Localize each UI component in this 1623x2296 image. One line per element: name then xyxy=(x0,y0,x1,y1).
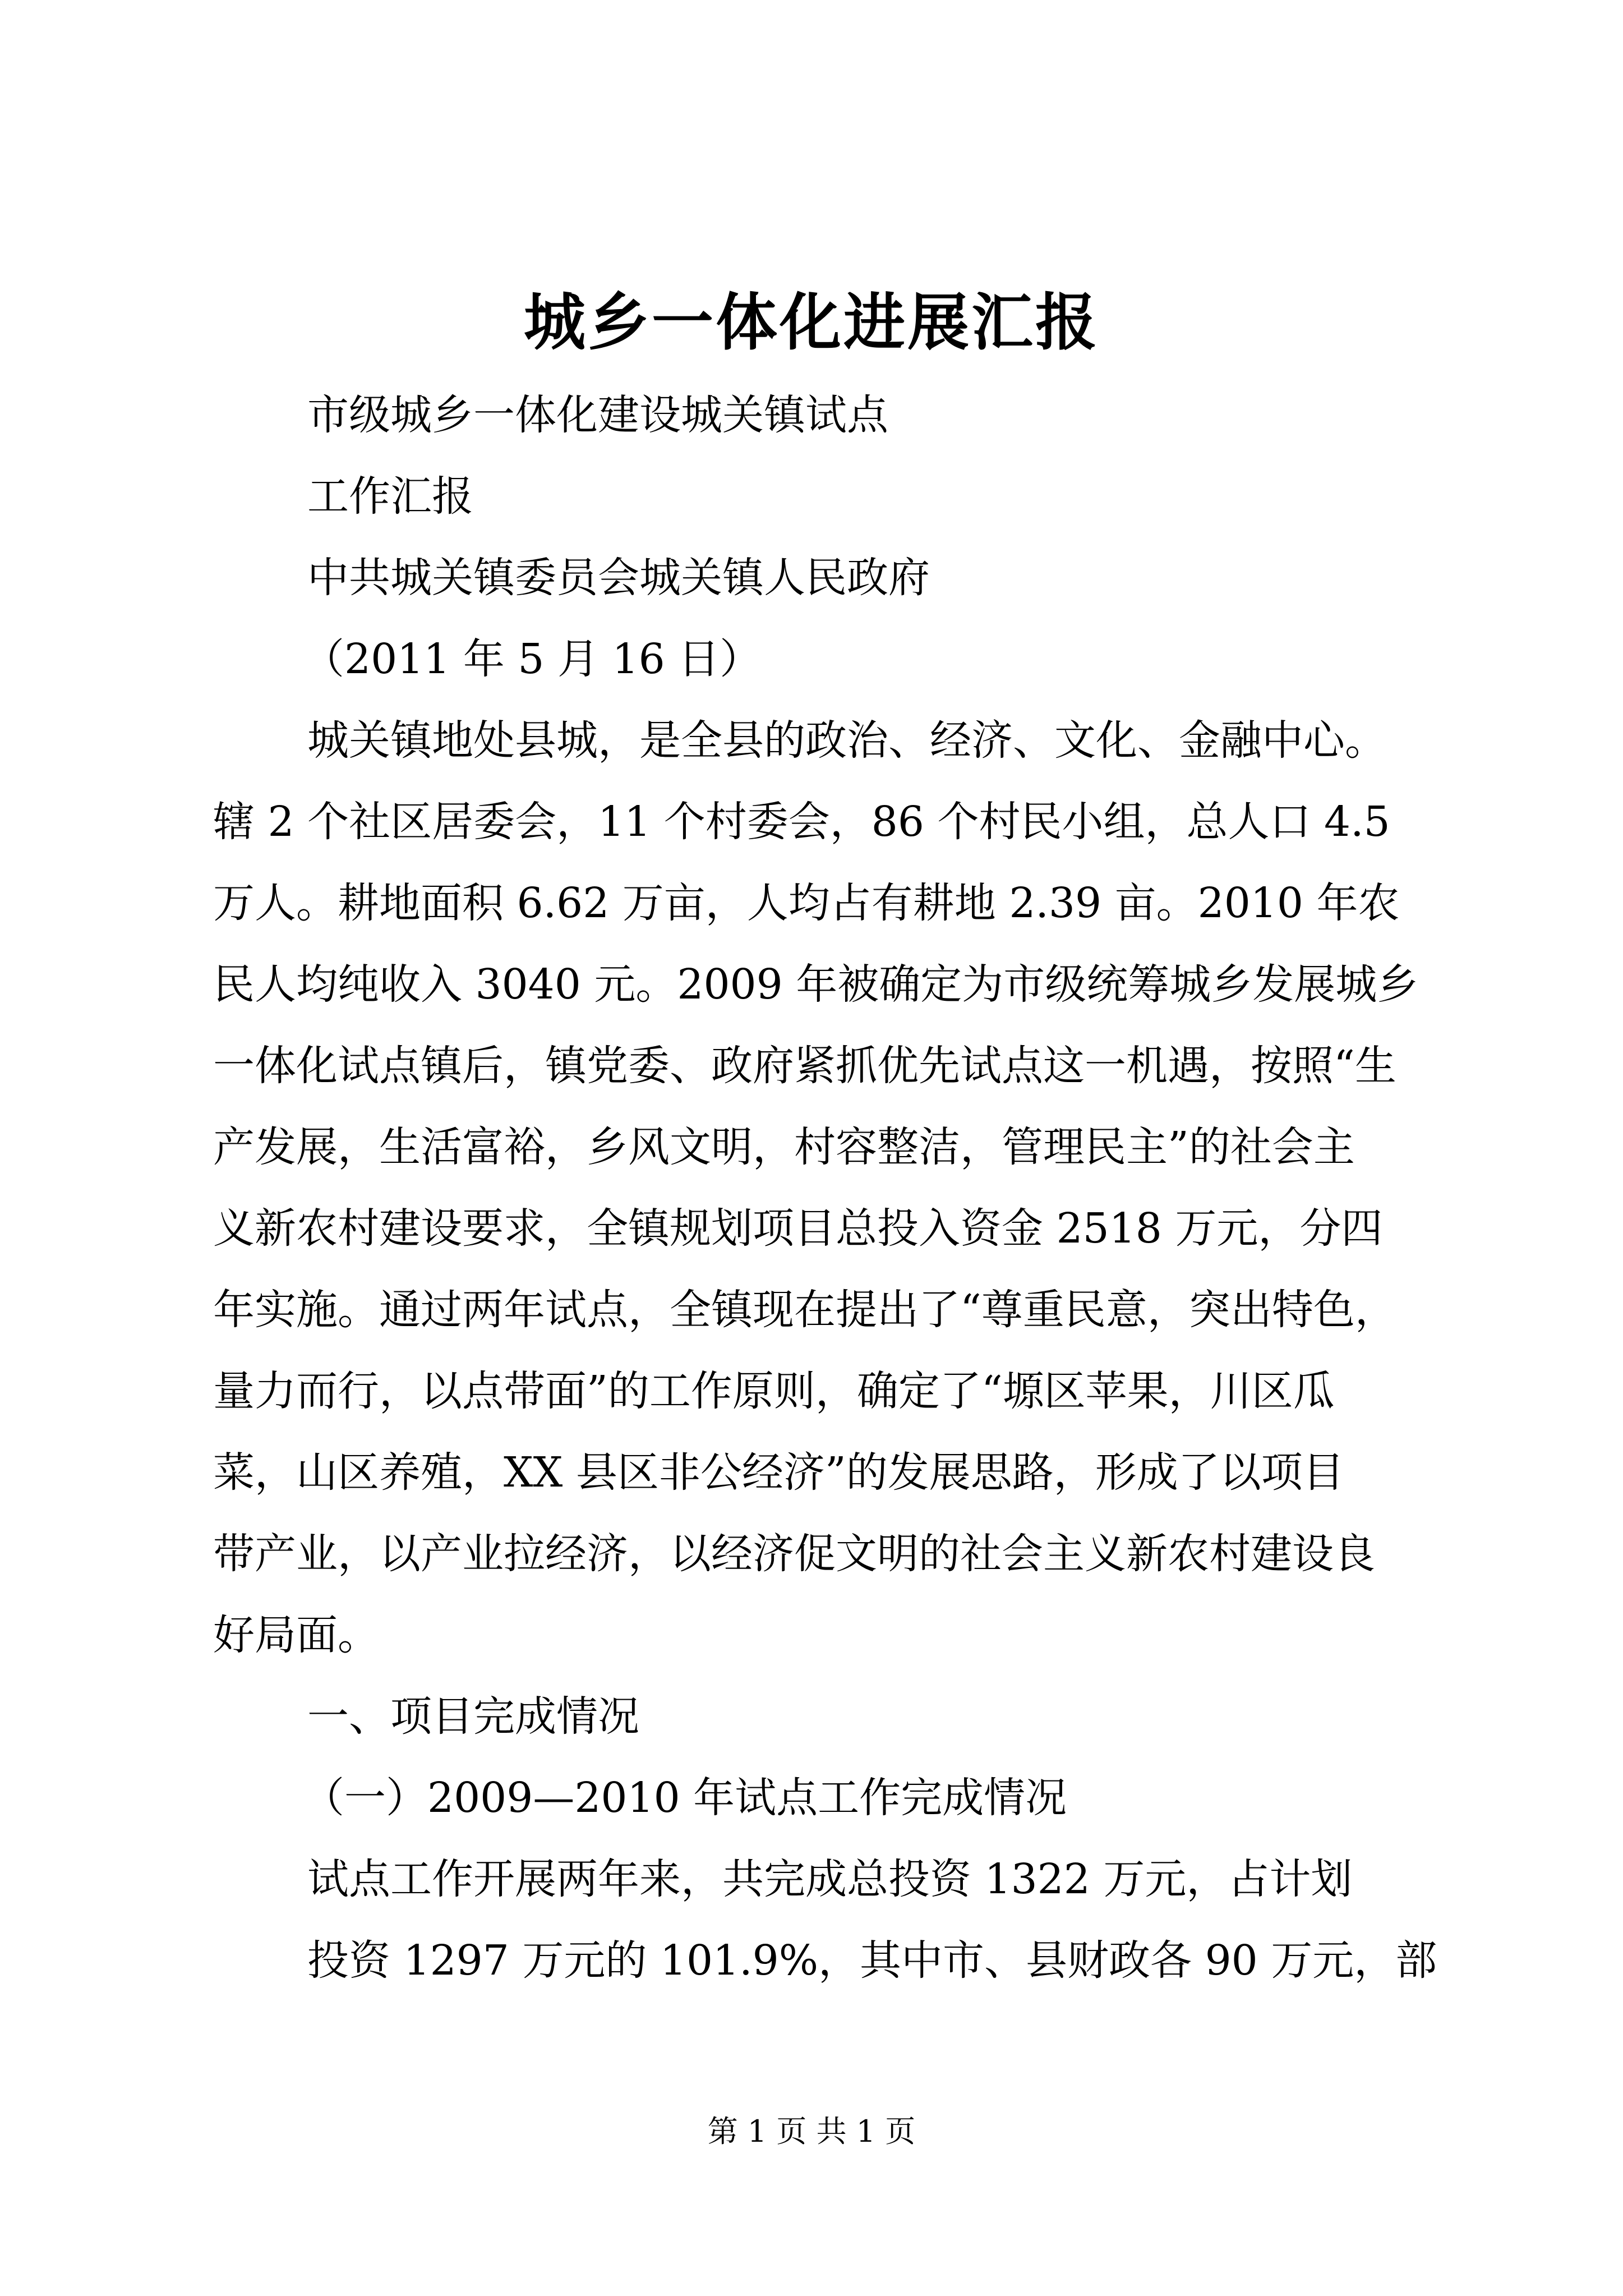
paragraph-line: 好局面。 xyxy=(213,1611,379,1659)
paragraph-line: 民人均纯收入 3040 元。2009 年被确定为市级统筹城乡发展城乡 xyxy=(213,960,1419,1009)
paragraph-line: 量力而行，以点带面”的工作原则，确定了“塬区苹果，川区瓜 xyxy=(213,1367,1335,1415)
paragraph-line: 城关镇地处县城，是全县的政治、经济、文化、金融中心。 xyxy=(307,716,1386,765)
paragraph-line: 试点工作开展两年来，共完成总投资 1322 万元，占计划 xyxy=(307,1855,1353,1903)
issuer-line: 中共城关镇委员会城关镇人民政府 xyxy=(307,554,930,602)
subsection-heading: （一）2009—2010 年试点工作完成情况 xyxy=(303,1774,1067,1822)
paragraph-line: 菜，山区养殖，XX 县区非公经济”的发展思路，形成了以项目 xyxy=(213,1448,1344,1497)
paragraph-line: 产发展，生活富裕，乡风文明，村容整洁，管理民主”的社会主 xyxy=(213,1123,1355,1171)
paragraph-line: 投资 1297 万元的 101.9%，其中市、县财政各 90 万元，部 xyxy=(307,1936,1437,1985)
paragraph-line: 万人。耕地面积 6.62 万亩，人均占有耕地 2.39 亩。2010 年农 xyxy=(213,879,1400,927)
paragraph-line: 辖 2 个社区居委会，11 个村委会，86 个村民小组，总人口 4.5 xyxy=(213,798,1390,846)
page-footer: 第 1 页 共 1 页 xyxy=(707,2114,916,2149)
document-title: 城乡一体化进展汇报 xyxy=(524,286,1099,358)
paragraph-line: 年实施。通过两年试点，全镇现在提出了“尊重民意，突出特色， xyxy=(213,1286,1396,1334)
paragraph-line: 义新农村建设要求，全镇规划项目总投入资金 2518 万元，分四 xyxy=(213,1204,1383,1253)
paragraph-line: 一体化试点镇后，镇党委、政府紧抓优先试点这一机遇，按照“生 xyxy=(213,1042,1396,1090)
subtitle-line: 市级城乡一体化建设城关镇试点 xyxy=(307,391,888,439)
subtitle-line: 工作汇报 xyxy=(307,472,473,521)
paragraph-line: 带产业，以产业拉经济，以经济促文明的社会主义新农村建设良 xyxy=(213,1530,1375,1578)
date-line: （2011 年 5 月 16 日） xyxy=(303,635,762,683)
section-heading: 一、项目完成情况 xyxy=(307,1692,639,1741)
